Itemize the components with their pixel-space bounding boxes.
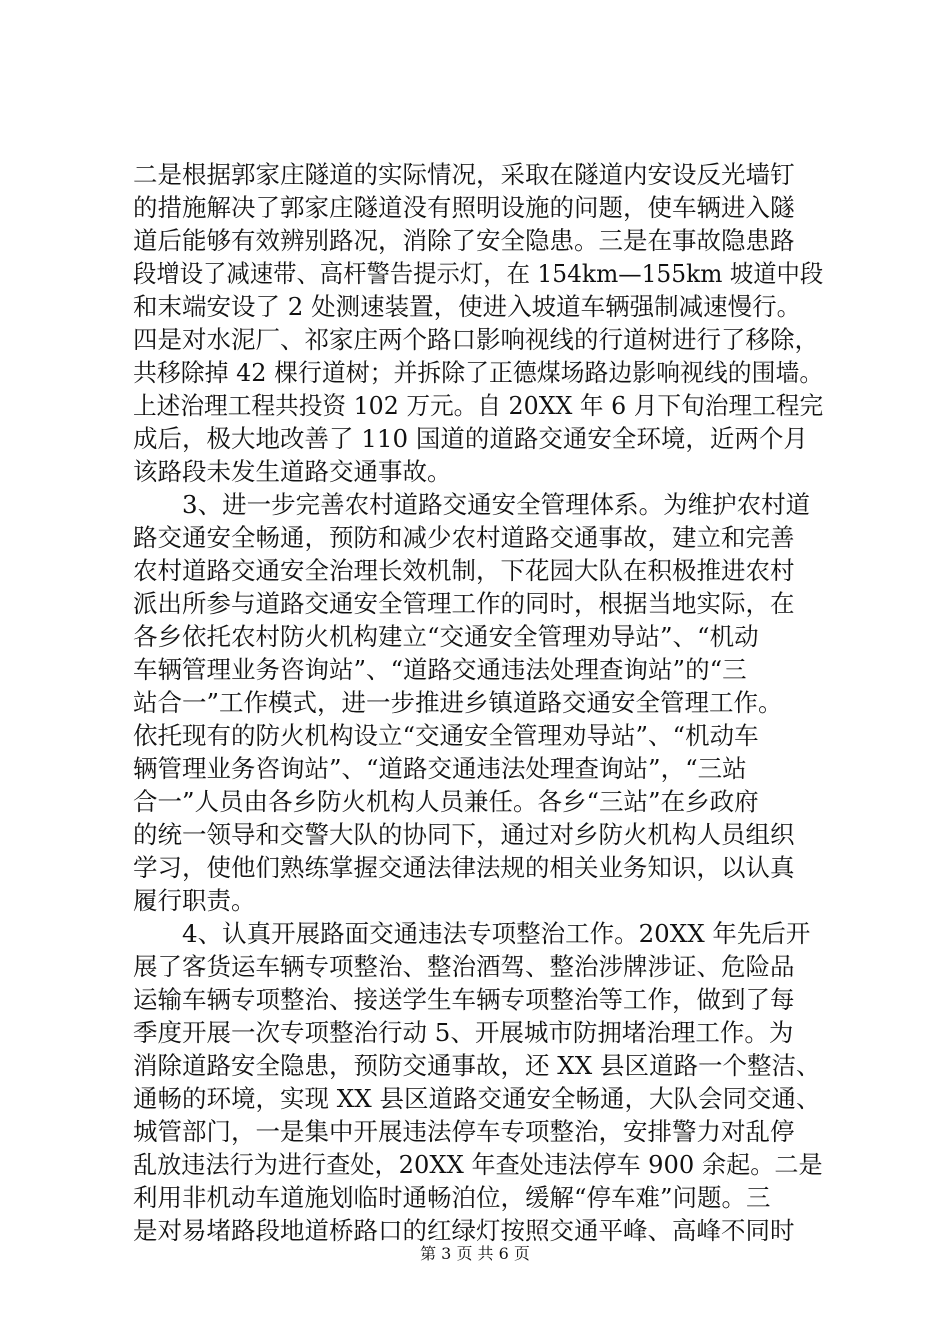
text-line: 车辆管理业务咨询站”、“道路交通违法处理查询站”的“三 xyxy=(133,655,747,684)
text-line: 站合一”工作模式，进一步推进乡镇道路交通安全管理工作。 xyxy=(133,688,783,717)
text-line: 利用非机动车道施划临时通畅泊位，缓解“停车难”问题。三 xyxy=(133,1183,771,1212)
text-line: 依托现有的防火机构设立“交通安全管理劝导站”、“机动车 xyxy=(133,721,759,750)
text-line: 乱放违法行为进行查处，20XX 年查处违法停车 900 余起。二是 xyxy=(133,1150,823,1179)
text-line: 上述治理工程共投资 102 万元。自 20XX 年 6 月下旬治理工程完 xyxy=(133,391,824,420)
text-line: 城管部门，一是集中开展违法停车专项整治，安排警力对乱停 xyxy=(133,1117,795,1146)
text-line: 四是对水泥厂、祁家庄两个路口影响视线的行道树进行了移除， xyxy=(133,325,819,354)
page-number: 第 3 页 共 6 页 xyxy=(420,1244,530,1263)
text-line: 该路段未发生道路交通事故。 xyxy=(133,457,452,486)
body-text xyxy=(133,158,823,1247)
text-line: 共移除掉 42 棵行道树；并拆除了正德煤场路边影响视线的围墙。 xyxy=(133,358,824,387)
text-line: 学习，使他们熟练掌握交通法律法规的相关业务知识，以认真 xyxy=(133,853,795,882)
text-line: 3、进一步完善农村道路交通安全管理体系。为维护农村道 xyxy=(133,490,811,519)
text-line: 和末端安设了 2 处测速装置，使进入坡道车辆强制减速慢行。 xyxy=(133,292,802,321)
text-line: 季度开展一次专项整治行动 5、开展城市防拥堵治理工作。为 xyxy=(133,1018,794,1047)
text-line: 消除道路安全隐患，预防交通事故，还 XX 县区道路一个整洁、 xyxy=(133,1051,821,1080)
text-line: 的措施解决了郭家庄隧道没有照明设施的问题，使车辆进入隧 xyxy=(133,193,795,222)
text-line: 是对易堵路段地道桥路口的红绿灯按照交通平峰、高峰不同时 xyxy=(133,1216,795,1245)
text-line: 农村道路交通安全治理长效机制，下花园大队在积极推进农村 xyxy=(133,556,795,585)
text-line: 派出所参与道路交通安全管理工作的同时，根据当地实际，在 xyxy=(133,589,795,618)
text-line: 运输车辆专项整治、接送学生车辆专项整治等工作，做到了每 xyxy=(133,985,795,1014)
text-line: 各乡依托农村防火机构建立“交通安全管理劝导站”、“机动 xyxy=(133,622,759,651)
text-line: 通畅的环境，实现 XX 县区道路交通安全畅通，大队会同交通、 xyxy=(133,1084,821,1113)
text-line: 4、认真开展路面交通违法专项整治工作。20XX 年先后开 xyxy=(133,919,811,948)
text-line: 道后能够有效辨别路况，消除了安全隐患。三是在事故隐患路 xyxy=(133,226,795,255)
text-line: 履行职责。 xyxy=(133,886,256,915)
text-line: 的统一领导和交警大队的协同下，通过对乡防火机构人员组织 xyxy=(133,820,795,849)
text-line: 二是根据郭家庄隧道的实际情况，采取在隧道内安设反光墙钉 xyxy=(133,160,795,189)
text-line: 展了客货运车辆专项整治、整治酒驾、整治涉牌涉证、危险品 xyxy=(133,952,795,981)
text-line: 段增设了减速带、高杆警告提示灯，在 154km—155km 坡道中段 xyxy=(133,259,824,288)
text-line: 成后，极大地改善了 110 国道的道路交通安全环境，近两个月 xyxy=(133,424,808,453)
text-line: 辆管理业务咨询站”、“道路交通违法处理查询站”，“三站 xyxy=(133,754,747,783)
text-line: 合一”人员由各乡防火机构人员兼任。各乡“三站”在乡政府 xyxy=(133,787,759,816)
text-line: 路交通安全畅通，预防和减少农村道路交通事故，建立和完善 xyxy=(133,523,795,552)
